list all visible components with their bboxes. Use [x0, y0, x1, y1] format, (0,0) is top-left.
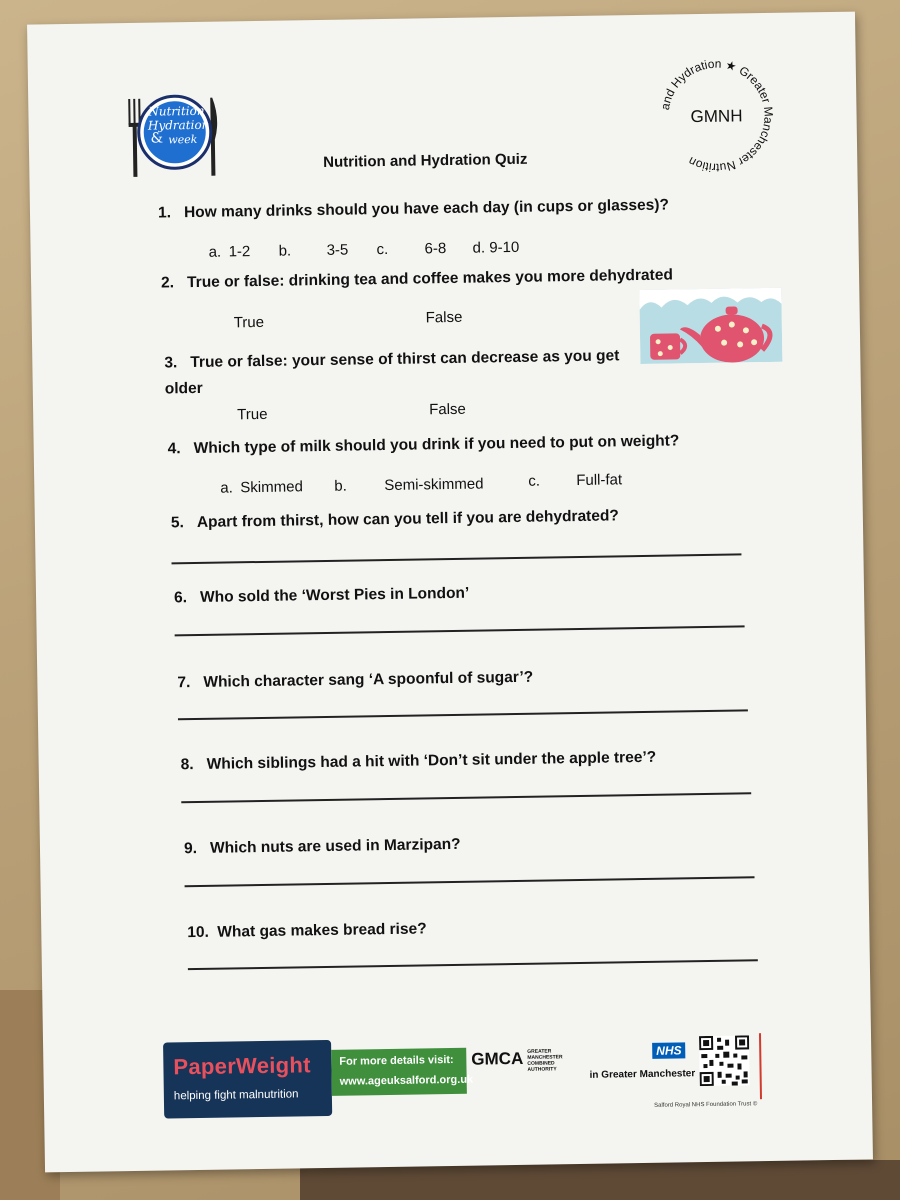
svg-text:GMNH: GMNH — [690, 106, 743, 127]
gmca-subtitle: GREATER MANCHESTER COMBINED AUTHORITY — [527, 1048, 563, 1073]
q1-option-c-label: c. — [376, 240, 389, 259]
question-9: 9. Which nuts are used in Marzipan? — [183, 835, 461, 858]
q6-answer-line[interactable] — [175, 625, 745, 635]
q1-option-a-label: a. — [208, 243, 222, 261]
q8-answer-line[interactable] — [181, 792, 751, 802]
q5-answer-line[interactable] — [172, 553, 742, 563]
details-banner — [331, 1048, 474, 1096]
q2-option-true: True — [233, 313, 265, 332]
quiz-title: Nutrition and Hydration Quiz — [323, 150, 528, 171]
nhs-subtitle: in Greater Manchester — [589, 1068, 696, 1081]
q4-option-a: Skimmed — [240, 478, 303, 497]
q4-option-b: Semi-skimmed — [384, 475, 484, 495]
gmnh-logo — [652, 51, 782, 181]
question-7: 7. Which character sang ‘A spoonful of sugar’? — [177, 668, 534, 692]
paperweight-tagline: helping fight malnutrition — [173, 1088, 299, 1103]
q4-option-c-label: c. — [528, 472, 541, 490]
trust-credit: Salford Royal NHS Foundation Trust © — [654, 1101, 758, 1109]
details-url[interactable]: www.ageuksalford.org.uk — [339, 1073, 474, 1088]
question-8: 8. Which siblings had a hit with ‘Don’t sit under the apple tree’? — [180, 748, 657, 774]
svg-text:&: & — [150, 130, 164, 147]
svg-text:week: week — [168, 132, 198, 147]
footer-logos — [163, 1033, 764, 1118]
q7-answer-line[interactable] — [178, 709, 748, 719]
footer-divider — [759, 1033, 762, 1099]
details-label: For more details visit: — [339, 1054, 454, 1068]
nhs-logo: NHS — [652, 1042, 686, 1059]
q4-option-c: Full-fat — [576, 471, 623, 490]
question-3: 3. True or false: your sense of thirst can decrease as you get older — [164, 347, 620, 398]
question-1: 1. How many drinks should you have each day (in cups or glasses)? — [157, 196, 670, 222]
q10-answer-line[interactable] — [188, 959, 758, 969]
gmca-logo: GMCA — [471, 1048, 524, 1069]
qr-code-icon[interactable] — [699, 1035, 750, 1086]
q4-option-b-label: b. — [334, 477, 347, 495]
paperweight-name: PaperWeight — [173, 1052, 311, 1080]
q1-option-b: 3-5 — [326, 241, 349, 259]
q2-option-false: False — [425, 308, 463, 327]
question-6: 6. Who sold the ‘Worst Pies in London’ — [173, 584, 470, 607]
svg-text:Nutrition: Nutrition — [148, 103, 205, 119]
q9-answer-line[interactable] — [185, 876, 755, 886]
paperweight-logo — [163, 1040, 332, 1119]
q3-option-false: False — [429, 400, 466, 419]
q3-option-true: True — [237, 405, 268, 424]
q1-option-a: 1-2 — [228, 243, 251, 261]
question-10: 10. What gas makes bread rise? — [187, 920, 427, 942]
q4-option-a-label: a. — [220, 479, 233, 497]
teapot-illustration — [639, 288, 782, 364]
svg-text:and Hydration ★ Greater Manche: and Hydration ★ Greater Manchester Nutrition — [657, 56, 776, 175]
q1-option-b-label: b. — [278, 242, 292, 260]
q1-option-c: 6-8 — [424, 240, 447, 258]
question-5: 5. Apart from thirst, how can you tell if you are dehydrated? — [170, 507, 619, 532]
nutrition-hydration-week-logo — [126, 84, 223, 181]
question-4: 4. Which type of milk should you drink if you need to put on weight? — [167, 432, 680, 458]
q1-option-d: d. 9-10 — [472, 238, 520, 257]
svg-text:Hydration: Hydration — [147, 117, 210, 133]
quiz-sheet — [27, 12, 873, 1173]
question-2: 2. True or false: drinking tea and coffee makes you more dehydrated — [160, 266, 673, 292]
